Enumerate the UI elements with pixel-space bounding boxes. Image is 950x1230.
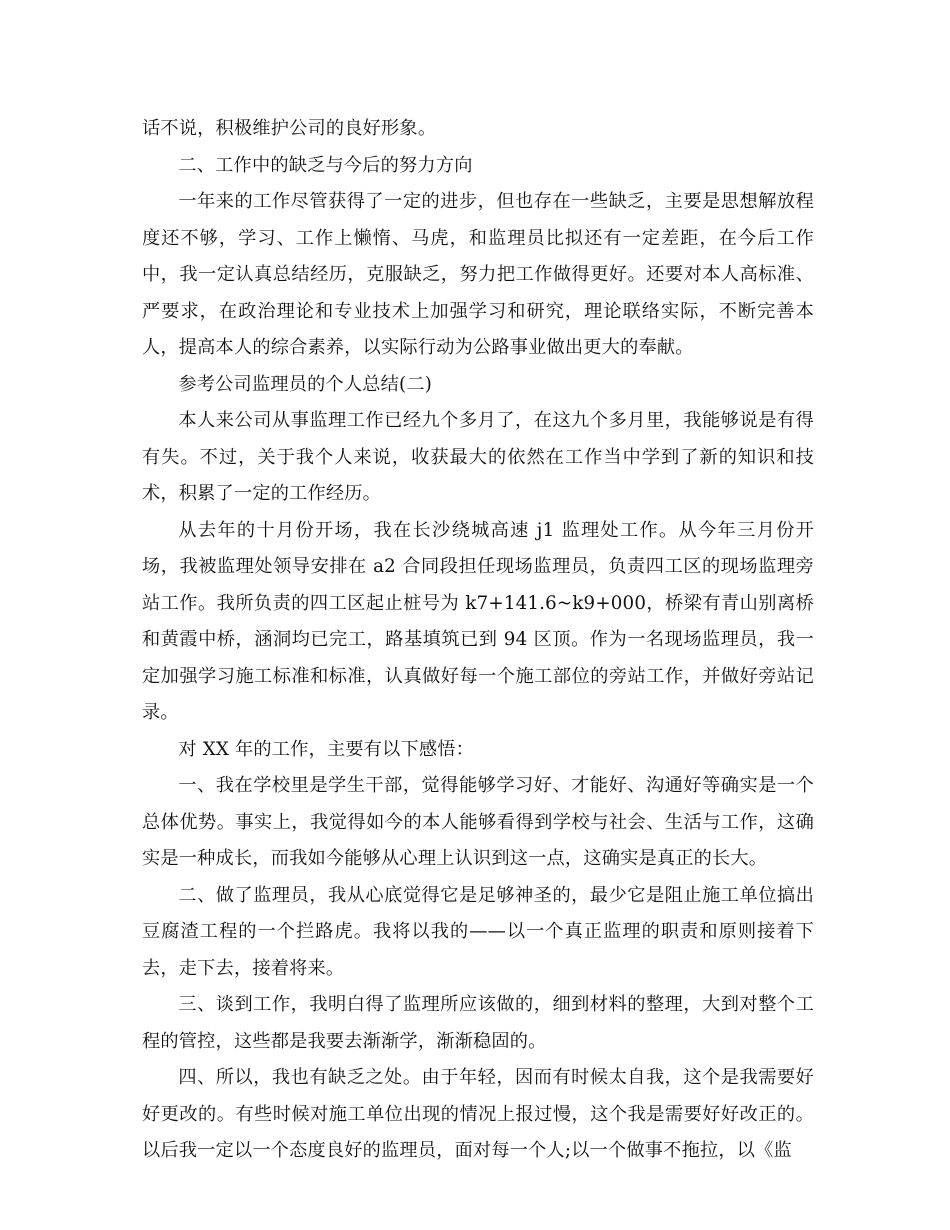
paragraph: 从去年的十月份开场，我在长沙绕城高速 j1 监理处工作。从今年三月份开场，我被监理处领导安排在 a2 合同段担任现场监理员，负责四工区的现场监理旁站工作。我所负责的四工区起止桩号为 k7+141.6~k9+000，桥梁有青山别离桥和黄霞中桥，涵洞均已完工，路基填筑已到 94 区顶。作为一名现场监理员，我一定加强学习施工标准和标准，认真做好每一个施工部位的旁站工作，并做好旁站记录。: [142, 519, 814, 723]
paragraph: 二、做了监理员，我从心底觉得它是足够神圣的，最少它是阻止施工单位搞出豆腐渣工程的一个拦路虎。我将以我的——以一个真正监理的职责和原则接着下去，走下去，接着将来。: [142, 884, 814, 979]
paragraph: 本人来公司从事监理工作已经九个多月了，在这九个多月里，我能够说是有得有失。不过，关于我个人来说，收获最大的依然在工作当中学到了新的知识和技术，积累了一定的工作经历。: [142, 410, 814, 504]
paragraph: 话不说，积极维护公司的良好形象。: [142, 118, 437, 139]
section-heading: 二、工作中的缺乏与今后的努力方向: [178, 154, 473, 176]
paragraph: 对 XX 年的工作，主要有以下感悟：: [178, 738, 475, 760]
section-heading: 参考公司监理员的个人总结(二): [178, 373, 433, 395]
paragraph: 一、我在学校里是学生干部，觉得能够学习好、才能好、沟通好等确实是一个总体优势。事实上，我觉得如今的本人能够看得到学校与社会、生活与工作，这确实是一种成长，而我如今能够从心理上认识到这一点，这确实是真正的长大。: [142, 775, 814, 869]
paragraph: 一年来的工作尽管获得了一定的进步，但也存在一些缺乏，主要是思想解放程度还不够，学习、工作上懒惰、马虎，和监理员比拟还有一定差距，在今后工作中，我一定认真总结经历，克服缺乏，努力把工作做得更好。还要对本人高标准、严要求，在政治理论和专业技术上加强学习和研究，理论联络实际，不断完善本人，提高本人的综合素养，以实际行动为公路事业做出更大的奉献。: [142, 191, 814, 358]
paragraph: 四、所以，我也有缺乏之处。由于年轻，因而有时候太自我，这个是我需要好好更改的。有些时候对施工单位出现的情况上报过慢，这个我是需要好好改正的。以后我一定以一个态度良好的监理员，面对每一个人;以一个做事不拖拉，以《监: [142, 1067, 814, 1161]
paragraph: 三、谈到工作，我明白得了监理所应该做的，细到材料的整理，大到对整个工程的管控，这些都是我要去渐渐学，渐渐稳固的。: [142, 994, 814, 1052]
document-body: [142, 111, 814, 1170]
